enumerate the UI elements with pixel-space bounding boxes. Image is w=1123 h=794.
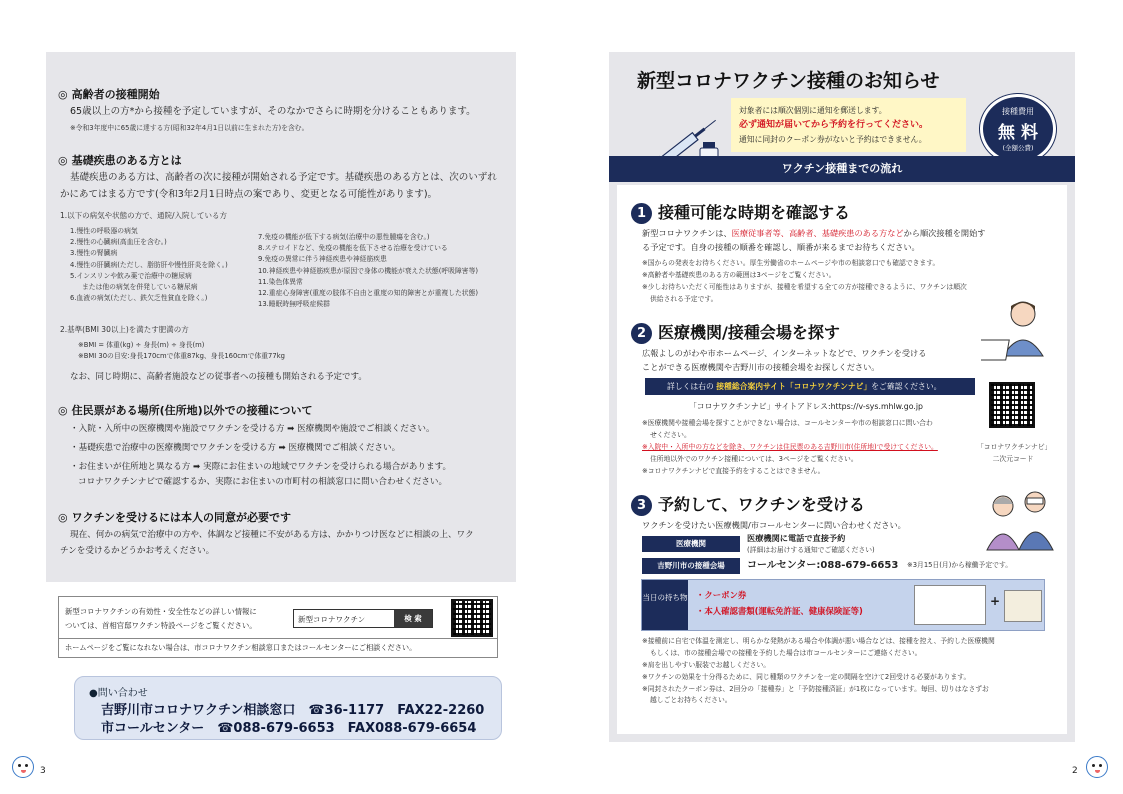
notice-box: 対象者には順次個別に通知を郵送します。 必ず通知が届いてから予約を行ってください。 通知に同封のクーポン券がないと予約はできません。 xyxy=(731,98,966,152)
search-query[interactable]: 新型コロナワクチン xyxy=(298,615,366,624)
venue-main: コールセンター:088-679-6653 xyxy=(747,560,899,571)
section-heading-elderly: ◎ 高齢者の接種開始 xyxy=(58,88,160,101)
flow-banner: ワクチン接種までの流れ xyxy=(609,156,1075,182)
step-2-notes: ※医療機関や接種会場を探すことができない場合は、コールセンターや市の相談窓口に問い合わ せください。 ※入院中・入所中の方などを除き、ワクチンは住民票のある吉野川市(住所地)で受けてください。 住所地以外でのワクチン接種については、3ページをご覧ください。 ※コロナワクチンナビで直接予約をすることはできません。 xyxy=(642,419,938,475)
right-panel xyxy=(609,52,1075,742)
list-left: 1.慢性の呼吸器の病気 2.慢性の心臓病(高血圧を含む。) 3.慢性の腎臓病 4.慢性の肝臓病(ただし、脂肪肝や慢性肝炎を除く。) 5.インスリンや飲み薬で治療中の糖尿病 または他の病気を併発している糖尿病 6.血液の病気(ただし、鉄欠乏性貧血を除く。) xyxy=(70,227,228,303)
step-1-notes: ※国からの発表をお待ちください。厚生労働省のホームページや市の相談窓口でも確認できます。 ※高齢者や基礎疾患のある方の範囲は3ページをご覧ください。 ※少しお待ちいただく可能性はありますが、接種を希望する全ての方が接種できるように、ワクチンは順次 供給される予定です。 xyxy=(642,259,967,303)
consent-body-1: 現在、何かの病気で治療中の方や、体調など接種に不安がある方は、かかりつけ医などに相談の上、ワク xyxy=(70,530,474,540)
page-title: 新型コロナワクチン接種のお知らせ xyxy=(637,70,940,92)
search-box[interactable] xyxy=(293,609,433,628)
mascot-icon xyxy=(12,756,34,778)
info-text: 新型コロナワクチンの有効性・安全性などの詳しい情報に ついては、首相官邸ワクチン特設ページをご覧ください。 xyxy=(65,607,257,631)
info-box xyxy=(58,596,498,658)
underlying-body-1: 基礎疾患のある方は、高齢者の次に接種が開始される予定です。基礎疾患のある方とは、次のいずれ xyxy=(70,172,497,183)
elderly-note: ※令和3年度中に65歳に達する方(昭和32年4月1日以前に生まれた方)を含む。 xyxy=(70,124,309,132)
qr-label: 「コロナワクチンナビ」 二次元コード xyxy=(977,443,1052,463)
step-2-body: 広報よしのがわや市ホームページ、インターネットなどで、ワクチンを受ける ことができる医療機関や吉野川市の接種会場をお探しください。 xyxy=(642,348,927,373)
navi-banner: 詳しくは右の 接種総合案内サイト「コロナワクチンナビ」をご確認ください。 xyxy=(645,378,975,395)
step-1-body: 新型コロナワクチンは、医療従事者等、高齢者、基礎疾患のある方などから順次接種を開始す る予定です。自身の接種の順番を確認し、順番が来るまでお待ちください。 xyxy=(642,228,986,253)
tag-clinic: 医療機関 xyxy=(642,536,740,552)
list-head: 1.以下の病気や状態の方で、通院/入院している方 xyxy=(60,211,228,220)
person-laptop-icon xyxy=(981,296,1057,370)
workers-note: なお、同じ時期に、高齢者施設などの従事者への接種も開始される予定です。 xyxy=(70,372,367,382)
tag-venue: 吉野川市の接種会場 xyxy=(642,558,740,574)
clinic-sub: (詳細はお届けする通知でご確認ください) xyxy=(747,546,875,554)
elderly-body: 65歳以上の方*から接種を予定していますが、そのなかでさらに時期を分けることもあります。 xyxy=(70,106,476,117)
section-heading-consent: ◎ ワクチンを受けるには本人の同意が必要です xyxy=(58,511,292,524)
bmi-example: ※BMI 30の目安:身長170cmで体重87kg、身長160cmで体重77kg xyxy=(78,352,285,360)
contact-heading: ●問い合わせ xyxy=(89,688,148,699)
step-3-notes: ※接種前に自宅で体温を測定し、明らかな発熱がある場合や体調が悪い場合などは、接種を控え、予約した医療機関 もしくは、市の接種会場での接種を予約した場合は市コールセンターにご連絡ください。 ※肩を出しやすい服装でお越しください。 ※ワクチンの効果を十分得るために、同じ種類のワクチンを一定の間隔を空けて2回受ける必要があります。 ※同封されたクーポン券は、2回分の「接種券」と「予防接種済証」が1枚になっています。毎回、切りはなさずお 越しごとお持ちください。 xyxy=(642,637,995,705)
step-3-heading: 3 予約して、ワクチンを受ける xyxy=(631,492,865,516)
residence-bullets: ・入院・入所中の医療機関や施設でワクチンを受ける方 ➡ 医療機関や施設でご相談ください。 ・基礎疾患で治療中の医療機関でワクチンを受ける方 ➡ 医療機関でご相談ください。 ・お住まいが住所地と異なる方 ➡ 実際にお住まいの地域でワクチンを受けられる場合があります。 コロナワクチンナビで確認するか、実際にお住まいの市町村の相談窓口に問い合わせください。 xyxy=(70,424,452,487)
step-3-body: ワクチンを受けたい医療機関/市コールセンターに問い合わせください。 xyxy=(642,520,906,530)
consent-body-2: チンを受けるかどうかお考えください。 xyxy=(60,546,215,556)
search-button[interactable]: 検 索 xyxy=(394,610,432,627)
bmi-formula: ※BMI = 体重(kg) ÷ 身長(m) ÷ 身長(m) xyxy=(78,341,205,349)
bring-item-1: ・クーポン券 xyxy=(696,590,747,600)
page-number-left: 3 xyxy=(40,766,46,776)
free-badge: 接種費用 無 料 (全額公費) xyxy=(980,94,1056,164)
plus-icon: + xyxy=(990,594,1001,608)
list-right: 7.免疫の機能が低下する病気(治療中の悪性腫瘍を含む。) 8.ステロイドなど、免疫の機能を低下させる治療を受けている 9.免疫の異常に伴う神経疾患や神経筋疾患 10.神経疾患や神経筋疾患が原因で身体の機能が衰えた状態(呼吸障害等) 11.染色体異常 12.重症心身障害(重度の肢体不自由と重度の知的障害とが重複した状態) 13.睡眠時無呼吸症候群 xyxy=(258,233,479,309)
info-bottom: ホームページをご覧になれない場合は、市コロナワクチン相談窓口またはコールセンターにご相談ください。 xyxy=(65,643,417,652)
section-heading-residence: ◎ 住民票がある場所(住所地)以外での接種について xyxy=(58,404,313,417)
bring-items-box xyxy=(641,579,1045,631)
mascot-icon-right xyxy=(1086,756,1108,778)
page-number-right: 2 xyxy=(1072,766,1078,776)
bring-item-2: ・本人確認書類(運転免許証、健康保険証等) xyxy=(696,606,863,616)
contact-box xyxy=(74,676,502,740)
step-1-heading: 1 接種可能な時期を確認する xyxy=(631,200,850,224)
section-heading-underlying: ◎ 基礎疾患のある方とは xyxy=(58,154,182,167)
venue-sub: ※3月15日(月)から稼働予定です。 xyxy=(907,561,1012,569)
vaccination-illustration-icon xyxy=(983,484,1057,554)
contact-line-1: 吉野川市コロナワクチン相談窓口 ☎36-1177 FAX22-2260 xyxy=(101,703,485,718)
id-card-icon xyxy=(1004,590,1042,622)
contact-line-2: 市コールセンター ☎088-679-6653 FAX088-679-6654 xyxy=(101,721,477,736)
left-panel xyxy=(46,52,516,582)
coupon-icon xyxy=(914,585,986,625)
qr-code-icon xyxy=(451,599,493,637)
clinic-main: 医療機関に電話で直接予約 xyxy=(747,533,846,543)
step-2-heading: 2 医療機関/接種会場を探す xyxy=(631,320,840,344)
underlying-body-2: かにあてはまる方です(令和3年2月1日時点の案であり、変更となる可能性があります)。 xyxy=(60,189,438,200)
bmi-head: 2.基準(BMI 30以上)を満たす肥満の方 xyxy=(60,325,189,334)
navi-qr-code-icon xyxy=(989,382,1035,428)
bring-label: 当日の持ち物 xyxy=(642,580,688,630)
navi-address: 「コロナワクチンナビ」サイトアドレス:https://v-sys.mhlw.go.jp xyxy=(689,402,923,411)
